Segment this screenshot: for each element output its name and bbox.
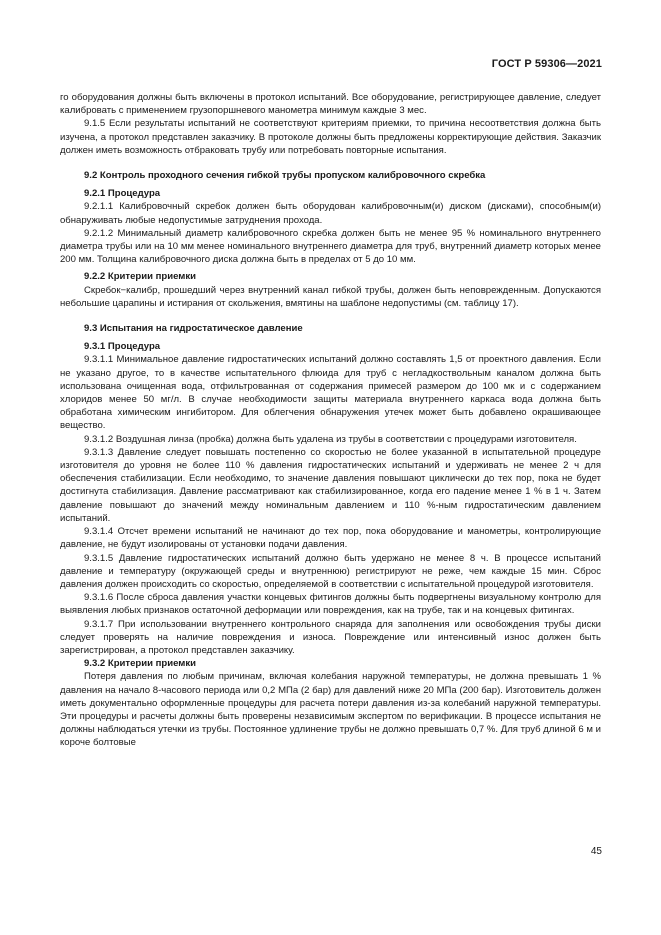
- paragraph: Скребок−калибр, прошедший через внутренний канал гибкой трубы, должен быть неповрежденным. Допускаются небольшие царапины и истирания от скольжения, вмятины на шаблоне недопустимы (см. таблицу 17).: [60, 284, 601, 309]
- document-header: ГОСТ Р 59306—2021: [491, 58, 602, 70]
- paragraph: Потеря давления по любым причинам, включая колебания наружной температуры, не должна превышать 1 % давления на начало 8-часового периода или 0,2 МПа (2 бар) для давлений ниже 20 МПа (200 бар). Изготовитель должен иметь документально оформленные процедуры для расчета потери давления из-за колебаний наружной температуры. Эти процедуры и расчеты должны быть проверены независимым экспертом по верификации. В процессе испытания не должны наблюдаться утечки из трубы. Постоянное удлинение трубы не должно превышать 0,7 %. Для труб длиной 6 м и короче болтовые: [60, 671, 601, 749]
- paragraph: 9.3.1.2 Воздушная линза (пробка) должна быть удалена из трубы в соответствии с процедурами изготовителя.: [84, 433, 577, 445]
- subsection-heading: 9.3.1 Процедура: [84, 341, 161, 353]
- paragraph: 9.3.1.7 При использовании внутреннего контрольного снаряда для заполнения или освобождения трубы диски следует проверять на наличие повреждения и износа. Повреждение или интенсивный износ должен быть зарегистрирован, а протокол представлен заказчику.: [60, 618, 601, 656]
- paragraph: го оборудования должны быть включены в протокол испытаний. Все оборудование, регистрирующее давление, следует калибровать с применением грузопоршневого манометра минимум каждые 3 мес.: [60, 92, 601, 117]
- paragraph: 9.3.1.5 Давление гидростатических испытаний должно быть удержано не менее 8 ч. В процессе испытаний давление и температуру (окружающей среды и внутреннюю) регистрируют не реже, чем каждые 15 мин. Сброс давления должен происходить со скоростью, определяемой в соответствии с испытательной процедурой изготовителя.: [60, 552, 601, 590]
- section-heading: 9.2 Контроль проходного сечения гибкой трубы пропуском калибровочного скребка: [84, 170, 486, 182]
- paragraph: 9.3.1.3 Давление следует повышать постепенно со скоростью не более указанной в испытательной процедуре изготовителя до уровня не более 110 % давления гидростатических испытаний и удерживать не менее 2 ч для обеспечения стабилизации. Если необходимо, то значение давления повышают циклически до тех пор, пока не будет достигнута стабилизация. Давление рассматривают как стабилизированное, когда его падение менее 1 % в 1 ч. Затем давление повышают до значений между номинальным давлением и 110 %-ным гидростатическим давлением испытаний.: [60, 446, 601, 524]
- subsection-heading: 9.3.2 Критерии приемки: [84, 658, 196, 670]
- subsection-heading: 9.2.2 Критерии приемки: [84, 271, 196, 283]
- section-heading: 9.3 Испытания на гидростатическое давление: [84, 323, 303, 335]
- paragraph: 9.3.1.1 Минимальное давление гидростатических испытаний должно составлять 1,5 от проектного давления. Если не указано другое, то в качестве испытательного флюида для труб с негладкоствольным каналом должна быть использована очищенная вода, отфильтрованная от содержания примесей размером до 100 мк и с содержанием хлоридов менее 50 мг/л. В случае необходимости защиты материала внутреннего каркаса вода должна быть обработана химическим ингибитором. Для облегчения обнаружения утечек может быть добавлено окрашивающее вещество.: [60, 354, 601, 432]
- paragraph: 9.3.1.4 Отсчет времени испытаний не начинают до тех пор, пока оборудование и манометры, контролирующие давление, не будут изолированы от установки подачи давления.: [60, 526, 601, 551]
- paragraph: 9.2.1.2 Минимальный диаметр калибровочного скребка должен быть не менее 95 % номинального внутреннего диаметра трубы или на 10 мм менее номинального внутреннего диаметра для труб, внутренний диаметр которых менее 200 мм. Толщина калибровочного диска должна быть в пределах от 5 до 10 мм.: [60, 227, 601, 266]
- paragraph: 9.3.1.6 После сброса давления участки концевых фитингов должны быть подвергнены визуальному контролю для выявления любых признаков остаточной деформации или повреждения, как на трубе, так и на концевых фитингах.: [60, 592, 601, 617]
- page-number: 45: [590, 846, 602, 857]
- paragraph: 9.1.5 Если результаты испытаний не соответствуют критериям приемки, то причина несоответствия должна быть изучена, а протокол представлен заказчику. В протоколе должны быть предложены корректирующие действия. Заказчик должен иметь возможность отбраковать трубу или потребовать повторные испытания.: [60, 118, 601, 156]
- document-body: [60, 91, 601, 750]
- paragraph: 9.2.1.1 Калибровочный скребок должен быть оборудован калибровочным(и) диском (дисками), способным(и) обнаруживать любые недопустимые затруднения прохода.: [60, 201, 601, 226]
- subsection-heading: 9.2.1 Процедура: [84, 188, 161, 200]
